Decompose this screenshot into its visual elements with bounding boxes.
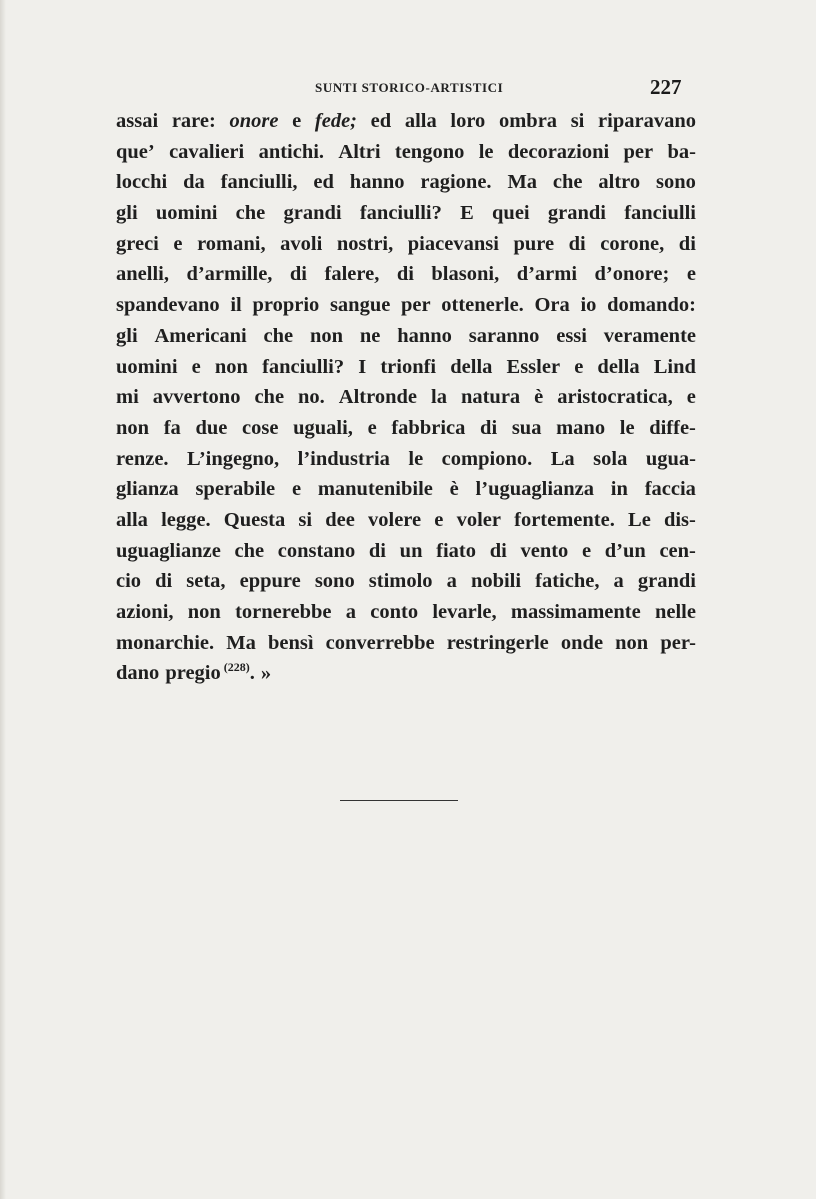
- word: uomini: [116, 355, 178, 378]
- word: hanno: [397, 324, 452, 347]
- word: natura: [460, 386, 521, 409]
- word: la: [431, 386, 447, 409]
- word: ottenerle.: [441, 294, 524, 317]
- word: fortemente.: [514, 508, 615, 531]
- word: voler: [456, 508, 501, 531]
- word: pure: [513, 232, 555, 255]
- word: dano: [116, 662, 160, 685]
- word: è: [534, 386, 544, 409]
- word: uguali,: [293, 416, 353, 439]
- word: di: [155, 570, 173, 593]
- page-number: 227: [650, 75, 682, 99]
- word: aristocratica,: [557, 386, 673, 409]
- word: Americani: [154, 324, 247, 347]
- word: sangue: [329, 294, 391, 317]
- word: »: [260, 662, 272, 685]
- word: domando:: [607, 294, 696, 317]
- word: si: [298, 508, 313, 531]
- footnote-marker: (228): [223, 660, 250, 675]
- text-line: [116, 597, 696, 628]
- text-line: [116, 198, 696, 229]
- text-line: [116, 382, 696, 413]
- word: renze.: [116, 447, 169, 470]
- word: L’ingegno,: [187, 447, 280, 470]
- word: legge.: [161, 508, 211, 531]
- word: avvertono: [152, 386, 241, 409]
- word: di: [289, 263, 308, 286]
- word: restringerle: [446, 631, 549, 654]
- text-line: [116, 566, 696, 597]
- word: greci: [116, 232, 159, 255]
- word: romani,: [197, 232, 266, 255]
- text-line: [116, 658, 696, 689]
- word: corone,: [600, 232, 665, 255]
- word: levarle,: [432, 601, 497, 623]
- word: a: [613, 570, 624, 593]
- word: onore: [229, 110, 279, 132]
- word: Le: [628, 508, 651, 531]
- word: ragione.: [420, 171, 492, 194]
- word: fanciulli?: [359, 202, 442, 225]
- word: I: [358, 355, 367, 378]
- word: e: [434, 508, 444, 531]
- word: compiono.: [441, 447, 533, 470]
- word: alla: [116, 508, 148, 531]
- word: cose: [242, 416, 279, 439]
- word: conto: [370, 601, 419, 623]
- word: fede;: [314, 110, 357, 132]
- word: d’onore;: [594, 263, 670, 286]
- word: e: [173, 232, 183, 255]
- word: rare:: [171, 110, 216, 132]
- word: nelle: [654, 601, 696, 623]
- word: ne: [359, 324, 381, 347]
- word: dis-: [663, 508, 696, 531]
- word: di: [480, 416, 498, 439]
- word: mano: [556, 416, 606, 439]
- word: ed: [313, 171, 334, 194]
- word: gli: [116, 202, 138, 225]
- word: uguaglianze: [116, 539, 221, 562]
- word: della: [450, 355, 493, 378]
- word: onde: [560, 631, 604, 654]
- word: dee: [325, 508, 355, 531]
- word: le: [478, 140, 494, 163]
- word: antichi.: [258, 140, 325, 163]
- word: mi: [116, 386, 139, 409]
- word: Ma: [226, 631, 256, 654]
- word: sola: [593, 447, 628, 470]
- word: e: [574, 355, 584, 378]
- word: hanno: [349, 171, 405, 194]
- word: ba-: [667, 140, 696, 163]
- word: a: [446, 570, 457, 593]
- text-line: [116, 321, 696, 352]
- word: veramente: [603, 324, 696, 347]
- word: è: [449, 478, 459, 501]
- word: che: [234, 539, 265, 562]
- text-line: [116, 259, 696, 290]
- word: faccia: [644, 478, 696, 501]
- word: essi: [556, 324, 587, 347]
- word: ed: [370, 110, 392, 132]
- word: per: [401, 294, 431, 317]
- word: assai: [116, 110, 159, 132]
- word: della: [597, 355, 640, 378]
- word: uomini: [155, 202, 218, 225]
- word: eppure: [239, 570, 301, 593]
- word: d’armi: [516, 263, 578, 286]
- body-paragraph: [116, 106, 696, 689]
- word: cio: [116, 570, 142, 593]
- word: e: [686, 263, 696, 286]
- word: sono: [656, 171, 696, 194]
- word: locchi: [116, 171, 168, 194]
- text-line: [116, 352, 696, 383]
- word: fanciulli,: [220, 171, 298, 194]
- text-line: [116, 444, 696, 475]
- word: non: [187, 601, 221, 623]
- word: vento: [520, 539, 569, 562]
- word: di: [678, 232, 696, 255]
- text-line: [116, 290, 696, 321]
- word: bensì: [267, 631, 314, 654]
- running-head: SUNTI STORICO-ARTISTICI: [315, 80, 504, 95]
- word: nobili: [470, 570, 522, 593]
- word: di: [368, 539, 386, 562]
- word: Questa: [223, 508, 286, 531]
- word: fanciulli: [624, 202, 696, 225]
- word: monarchie.: [116, 631, 215, 654]
- word: converrebbe: [325, 631, 435, 654]
- word: altro: [598, 171, 641, 194]
- word: fabbrica: [391, 416, 466, 439]
- text-line: [116, 229, 696, 260]
- word: azioni,: [116, 601, 174, 623]
- text-line: [116, 505, 696, 536]
- word: le: [408, 447, 424, 470]
- word: non: [116, 416, 150, 439]
- word: di: [489, 539, 507, 562]
- word: Altri: [338, 140, 381, 163]
- word: grandi: [637, 570, 696, 593]
- word: diffe-: [649, 416, 696, 439]
- word: non: [309, 324, 344, 347]
- word: constano: [277, 539, 356, 562]
- word: anelli,: [116, 263, 169, 286]
- word: sono: [314, 570, 355, 593]
- text-line: [116, 137, 696, 168]
- text-line: [116, 106, 696, 137]
- word: no.: [298, 386, 325, 409]
- word: che: [552, 171, 583, 194]
- text-line: [116, 474, 696, 505]
- word: pregio: [165, 662, 221, 685]
- word: non: [214, 355, 248, 378]
- word: di: [396, 263, 414, 286]
- word: .: [249, 662, 255, 685]
- word: grandi: [547, 202, 606, 225]
- word: ugua-: [645, 447, 696, 470]
- word: E: [460, 202, 474, 225]
- word: Ora: [534, 294, 570, 317]
- word: Essler: [506, 355, 561, 378]
- word: seta,: [186, 570, 226, 593]
- word: saranno: [468, 324, 540, 347]
- word: volere: [368, 508, 422, 531]
- word: sua: [511, 416, 542, 439]
- word: l’uguaglianza: [475, 478, 595, 501]
- word: a: [345, 601, 356, 623]
- section-divider-rule: [340, 800, 458, 801]
- word: il: [230, 294, 242, 317]
- word: fatiche,: [535, 570, 600, 593]
- word: cen-: [659, 539, 696, 562]
- word: Altronde: [338, 386, 418, 409]
- word: di: [568, 232, 586, 255]
- word: decorazioni: [507, 140, 610, 163]
- word: nostri,: [336, 232, 394, 255]
- text-line: [116, 536, 696, 567]
- word: e: [367, 416, 377, 439]
- word: fa: [163, 416, 181, 439]
- word: Ma: [507, 171, 538, 194]
- word: alla: [404, 110, 437, 132]
- word: quei: [492, 202, 530, 225]
- word: per: [623, 140, 654, 163]
- word: fanciulli?: [262, 355, 345, 378]
- word: e: [581, 539, 592, 562]
- word: fiato: [436, 539, 477, 562]
- word: si: [570, 110, 585, 132]
- word: un: [399, 539, 423, 562]
- word: d’armille,: [186, 263, 273, 286]
- word: blasoni,: [431, 263, 500, 286]
- word: massimamente: [510, 601, 641, 623]
- word: manutenibile: [317, 478, 433, 501]
- word: d’un: [604, 539, 646, 562]
- word: trionfi: [380, 355, 437, 378]
- word: che: [254, 386, 285, 409]
- word: que’: [116, 140, 155, 163]
- word: che: [263, 324, 294, 347]
- word: e: [291, 478, 302, 501]
- text-line: [116, 167, 696, 198]
- word: glianza: [116, 478, 179, 501]
- word: riparavano: [598, 110, 696, 132]
- word: in: [610, 478, 628, 501]
- word: falere,: [324, 263, 380, 286]
- word: e: [686, 386, 696, 409]
- word: piacevansi: [407, 232, 499, 255]
- word: tengono: [394, 140, 465, 163]
- word: ombra: [498, 110, 558, 132]
- word: La: [550, 447, 575, 470]
- word: Lind: [653, 355, 696, 378]
- word: sperabile: [195, 478, 276, 501]
- page-edge-shadow: [0, 0, 6, 1199]
- word: stimolo: [368, 570, 433, 593]
- word: per-: [660, 631, 696, 654]
- word: grandi: [283, 202, 342, 225]
- word: che: [235, 202, 266, 225]
- word: e: [292, 110, 302, 132]
- word: io: [580, 294, 597, 317]
- word: da: [183, 171, 205, 194]
- word: tornerebbe: [235, 601, 332, 623]
- word: loro: [450, 110, 486, 132]
- word: due: [195, 416, 228, 439]
- word: non: [615, 631, 649, 654]
- word: gli: [116, 324, 138, 347]
- text-line: [116, 413, 696, 444]
- text-line: [116, 628, 696, 659]
- word: proprio: [252, 294, 320, 317]
- word: avoli: [280, 232, 323, 255]
- word: le: [619, 416, 635, 439]
- word: spandevano: [116, 294, 220, 317]
- word: e: [191, 355, 201, 378]
- word: cavalieri: [169, 140, 245, 163]
- word: l’industria: [297, 447, 390, 470]
